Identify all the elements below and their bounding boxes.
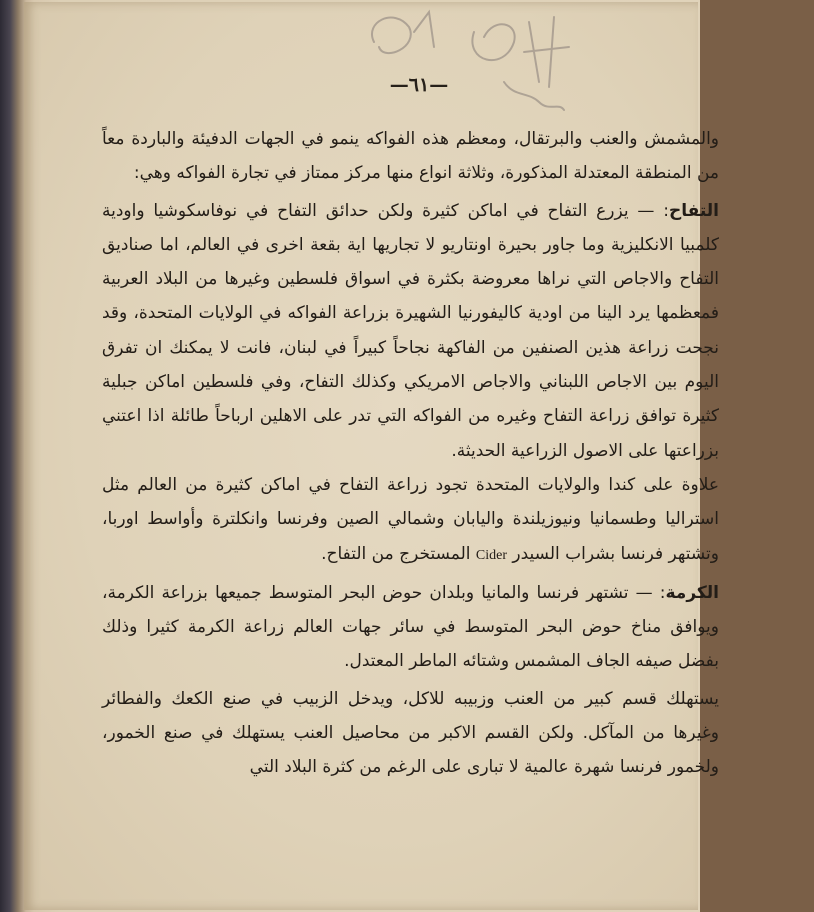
paragraph-text: : — تشتهر فرنسا والمانيا وبلدان حوض البحر المتوسط جميعها بزراعة الكرمة، ويوافق مناخ حوض البحر المتوسط في سائر جهات العالم زراعة الكرمة كثيرا وذلك بفضل صيفه الجاف المشمس وشتائه الماطر المعتدل.	[102, 582, 719, 672]
paragraph-intro	[102, 122, 719, 191]
paragraph-text: : — يزرع التفاح في اماكن كثيرة ولكن حدائق التفاح في نوفاسكوشيا واودية كلمبيا الانكليزية وما جاور بحيرة اونتاريو لا تجاريها اية بقعة اخرى في العالم، اما صناديق التفاح والاجاص التي نراها معروضة بكثرة في اسواق فلسطين وغيرها من البلاد العربية فمعظمها يرد الينا من اودية كاليفورنيا الشهيرة بزراعة الفواكه في الولايات المتحدة، وقد نجحت زراعة هذين الصنفين من الفاكهة نجاحاً كبيراً في لبنان، فانت لا يمكنك ان تفرق اليوم بين الاجاص اللبناني والاجاص الامريكي وكذلك التفاح، وفي فلسطين اماكن جبلية كثيرة توافق زراعة التفاح وغيره من الفواكه التي تدر على الاهلين ارباحاً طائلة اذا اعتني بزراعتها على الاصول الزراعية الحديثة.	[102, 200, 719, 461]
section-term-vine: الكرمة	[665, 582, 719, 603]
latin-term-cider: Cider	[475, 547, 507, 563]
paragraph-vine	[102, 576, 719, 679]
section-term-apple: التفاح	[668, 200, 719, 221]
page-number: —٦١—	[389, 74, 449, 96]
paragraph-text: يستهلك قسم كبير من العنب وزبيبه للاكل، ويدخل الزبيب في صنع الكعك والفطائر وغيرها من المآكل. ولكن القسم الاكبر من محاصيل العنب يستهلك في صنع الخمور، ولخمور فرنسا شهرة عالمية لا تبارى على الرغم من كثرة البلاد التي	[102, 688, 719, 778]
handwritten-pencil-scribble	[354, 2, 594, 142]
paragraph-apple-regions	[102, 468, 719, 573]
paragraph-text: علاوة على كندا والولايات المتحدة تجود زراعة التفاح في اماكن كثيرة من العالم مثل استراليا وطسمانيا ونيوزيلندة واليابان وشمالي الصين وفرنسا وانكلترة وأواسط اوربا، وتشتهر فرنسا بشراب السيدر	[102, 474, 719, 564]
body-text	[102, 122, 719, 785]
paragraph-text: والمشمش والعنب والبرتقال، ومعظم هذه الفواكه ينمو في الجهات الدفيئة والباردة معاً من المنطقة المعتدلة المذكورة، وثلاثة انواع منها مركز ممتاز في تجارة الفواكه وهي:	[102, 129, 719, 184]
paragraph-grapes	[102, 682, 719, 785]
book-page	[24, 2, 719, 910]
paragraph-text: المستخرج من التفاح.	[321, 543, 476, 564]
paragraph-apple	[102, 194, 719, 468]
